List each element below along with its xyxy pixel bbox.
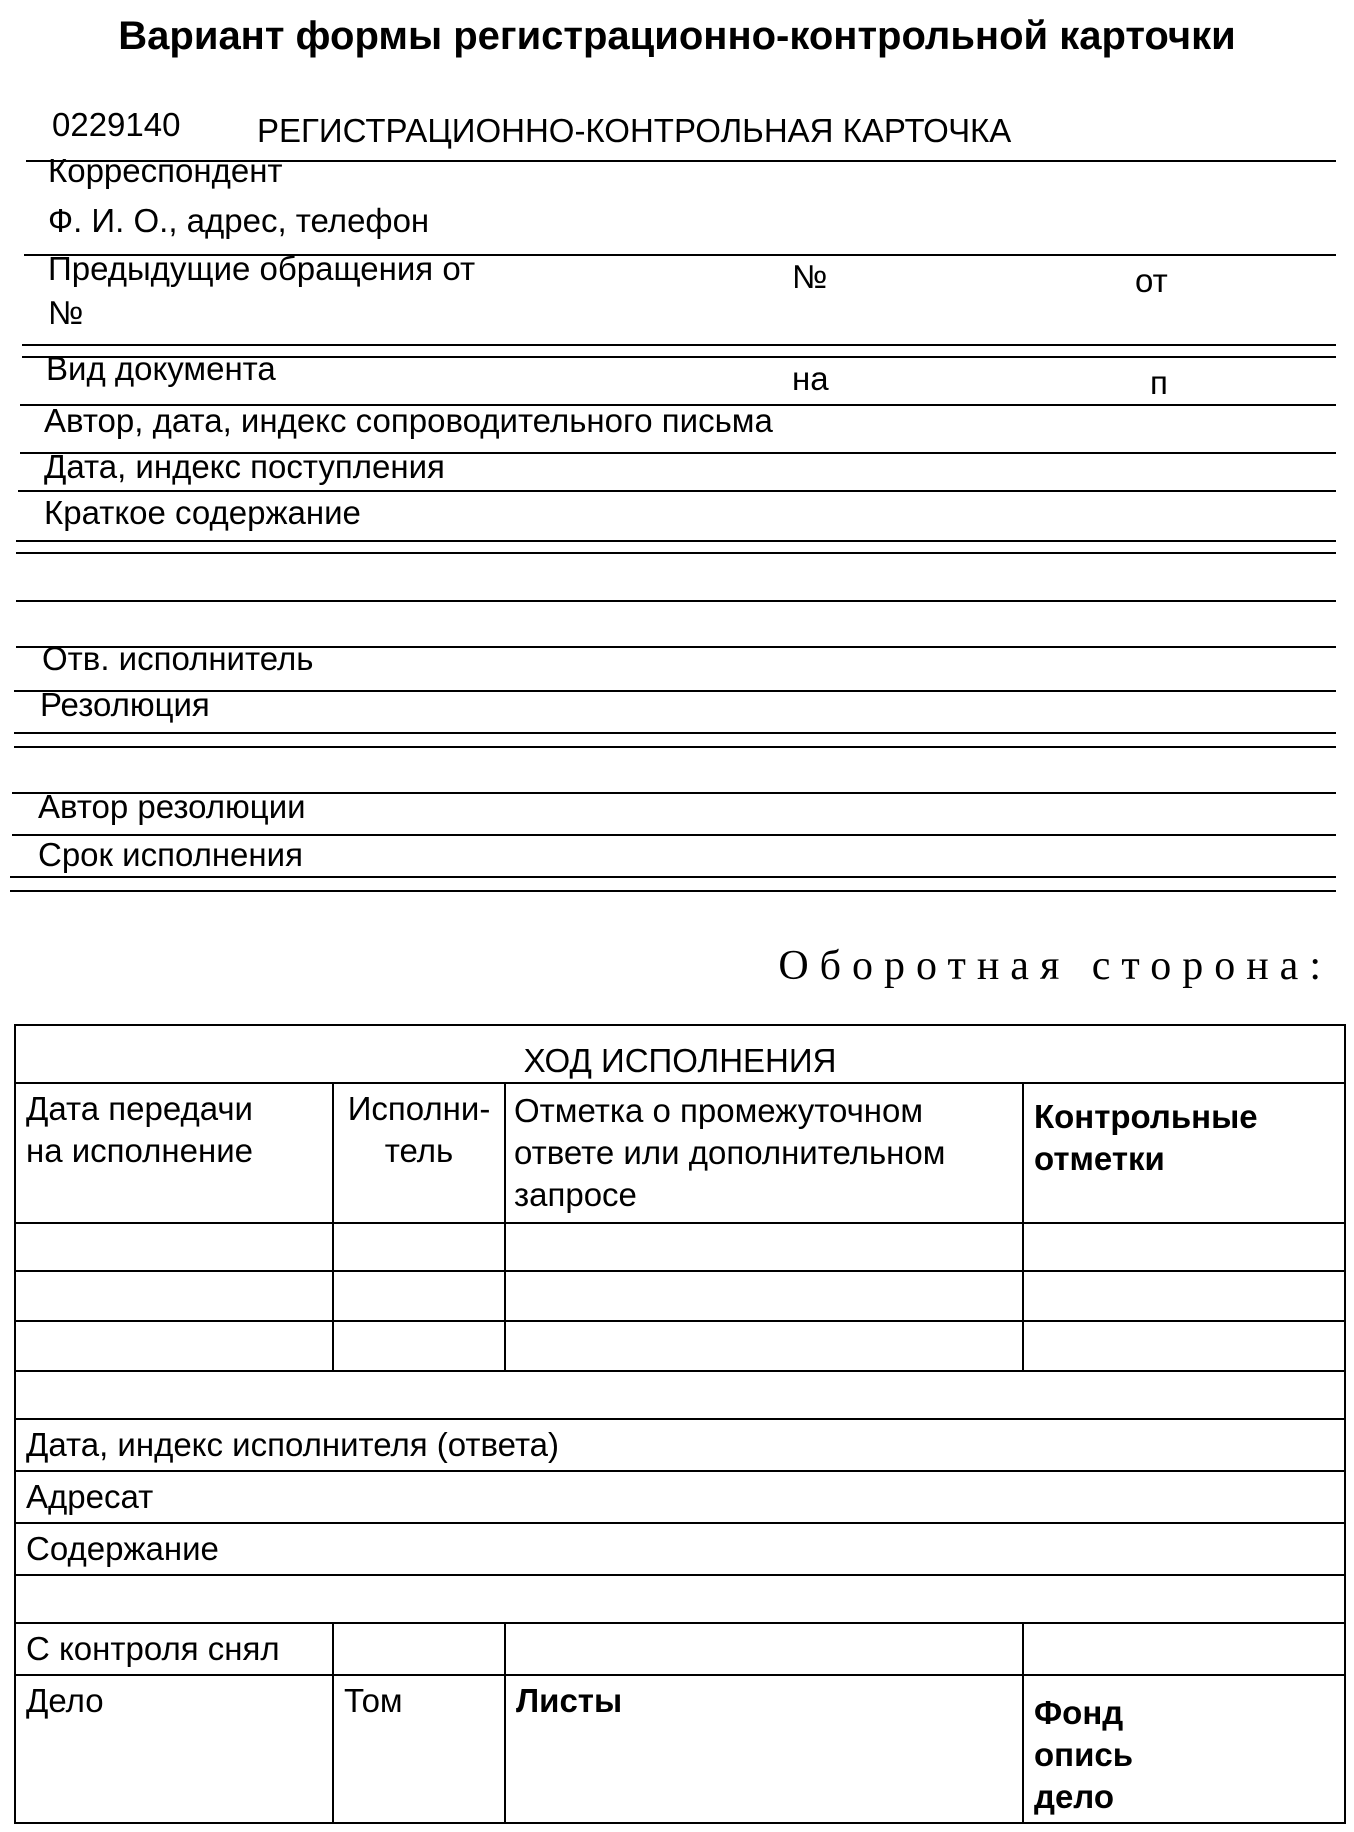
col-executor-line2: тель: [384, 1132, 454, 1169]
number-label-2: №: [48, 294, 84, 331]
fund-line3: дело: [1034, 1778, 1114, 1815]
table-row: [15, 1371, 1345, 1419]
volume-label: Том: [333, 1675, 505, 1823]
rule: [16, 552, 1336, 554]
resolution-label: Резолюция: [40, 686, 210, 723]
execution-table: [14, 1024, 1346, 1824]
card-heading: РЕГИСТРАЦИОННО-КОНТРОЛЬНАЯ КАРТОЧКА: [257, 112, 1012, 149]
fund-cell: [1023, 1675, 1345, 1823]
table-cell[interactable]: [1023, 1321, 1345, 1371]
table-cell[interactable]: [333, 1321, 505, 1371]
na-label: на: [792, 360, 829, 397]
doc-type-label: Вид документа: [46, 350, 276, 387]
col-control-marks: [1023, 1083, 1345, 1223]
fund-line2: опись: [1034, 1736, 1134, 1773]
number-label: №: [792, 258, 828, 295]
col-control-marks-line2: отметки: [1034, 1140, 1165, 1177]
table-cell[interactable]: [15, 1371, 1345, 1419]
rule: [14, 746, 1336, 748]
col-transfer-date-line1: Дата передачи: [26, 1090, 253, 1127]
col-transfer-date: [15, 1083, 333, 1223]
cover-letter-label: Автор, дата, индекс сопроводительного письма: [44, 402, 773, 439]
page-title: Вариант формы регистрационно-контрольной карточки: [118, 14, 1236, 58]
rule: [18, 490, 1336, 492]
rule: [10, 890, 1336, 892]
col-transfer-date-line2: на исполнение: [26, 1132, 254, 1169]
fund-line1: Фонд: [1034, 1694, 1124, 1731]
col-interim-mark-line2: ответе или дополнительном: [514, 1134, 946, 1171]
sheets-label: Листы: [505, 1675, 1023, 1823]
from-label: от: [1135, 262, 1168, 299]
executor-label: Отв. исполнитель: [42, 640, 314, 677]
rule: [22, 344, 1336, 346]
summary-label: Краткое содержание: [44, 494, 361, 531]
previous-requests-label: Предыдущие обращения от: [48, 250, 476, 287]
table-cell[interactable]: [15, 1321, 333, 1371]
table-cell[interactable]: [505, 1623, 1023, 1675]
table-cell[interactable]: [15, 1575, 1345, 1623]
p-label: п: [1150, 364, 1168, 401]
table-cell[interactable]: [15, 1271, 333, 1321]
table-cell[interactable]: [1023, 1623, 1345, 1675]
resolution-author-label: Автор резолюции: [38, 788, 306, 825]
rule: [14, 690, 1336, 692]
correspondent-label: Корреспондент: [48, 152, 283, 189]
col-executor-line1: Исполни-: [347, 1090, 491, 1127]
answer-date-row: Дата, индекс исполнителя (ответа): [15, 1419, 1345, 1471]
table-cell[interactable]: [333, 1623, 505, 1675]
table-cell[interactable]: [15, 1223, 333, 1271]
table-cell[interactable]: [505, 1321, 1023, 1371]
table-row: [15, 1321, 1345, 1371]
col-interim-mark-line1: Отметка о промежуточном: [514, 1092, 924, 1129]
col-control-marks-line1: Контрольные: [1034, 1098, 1258, 1135]
table-cell[interactable]: [505, 1223, 1023, 1271]
rule: [16, 600, 1336, 602]
rule: [16, 540, 1336, 542]
form-code: 0229140: [52, 106, 181, 143]
table-cell[interactable]: [505, 1271, 1023, 1321]
table-row: [15, 1575, 1345, 1623]
addressee-row: Адресат: [15, 1471, 1345, 1523]
deadline-label: Срок исполнения: [38, 836, 303, 873]
table-cell[interactable]: [333, 1271, 505, 1321]
rule: [10, 876, 1336, 878]
rule: [14, 732, 1336, 734]
case-label: Дело: [15, 1675, 333, 1823]
removed-from-control-label: С контроля снял: [15, 1623, 333, 1675]
table-cell[interactable]: [1023, 1271, 1345, 1321]
receipt-date-label: Дата, индекс поступления: [44, 448, 445, 485]
table-row: [15, 1223, 1345, 1271]
col-executor: [333, 1083, 505, 1223]
content-row: Содержание: [15, 1523, 1345, 1575]
col-interim-mark-line3: запросе: [514, 1176, 637, 1213]
table-cell[interactable]: [1023, 1223, 1345, 1271]
back-side-label: Оборотная сторона:: [778, 943, 1332, 989]
table-cell[interactable]: [333, 1223, 505, 1271]
table-title: ХОД ИСПОЛНЕНИЯ: [15, 1025, 1345, 1083]
col-interim-mark: [505, 1083, 1023, 1223]
fio-label: Ф. И. О., адрес, телефон: [48, 202, 430, 239]
table-row: [15, 1271, 1345, 1321]
